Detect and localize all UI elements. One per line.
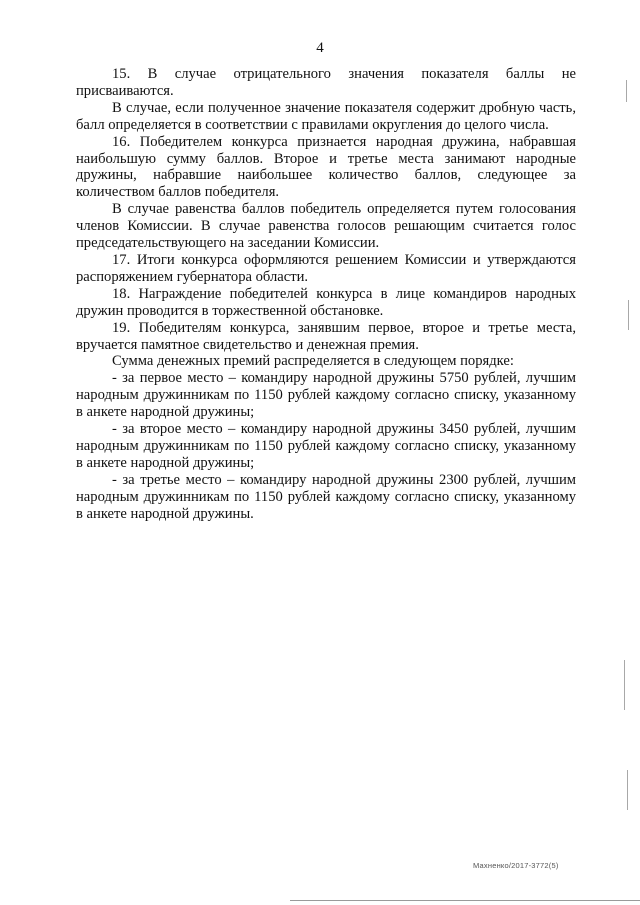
paragraph-rounding: В случае, если полученное значение показателя содержит дробную часть, балл определяется в соответствии с правилами округления до целого числа.: [76, 99, 576, 133]
document-stamp: Махненко/2017-3772(5): [473, 861, 559, 870]
paragraph-item-16: 16. Победителем конкурса признается народная дружина, набравшая наибольшую сумму баллов. Второе и третье места занимают народные дружины, набравшие наибольшее количество баллов, следующее за количеством баллов победителя.: [76, 133, 576, 201]
scan-edge-marks: [618, 0, 640, 905]
paragraph-tie-vote: В случае равенства баллов победитель определяется путем голосования членов Комиссии. В случае равенства голосов решающим считается голос председательствующего на заседании Комиссии.: [76, 201, 576, 252]
scan-mark: [627, 770, 628, 810]
paragraph-prize-intro: Сумма денежных премий распределяется в следующем порядке:: [112, 353, 514, 370]
bottom-divider: [290, 900, 640, 901]
scan-mark: [626, 80, 627, 102]
paragraph-first-place: - за первое место – командиру народной дружины 5750 рублей, лучшим народным дружинникам по 1150 рублей каждому согласно списку, указанному в анкете народной дружины;: [76, 370, 576, 421]
paragraph-third-place: - за третье место – командиру народной дружины 2300 рублей, лучшим народным дружинникам по 1150 рублей каждому согласно списку, указанному в анкете народной дружины.: [76, 471, 576, 522]
scan-mark: [628, 300, 629, 330]
document-body: [76, 66, 576, 522]
paragraph-item-17: 17. Итоги конкурса оформляются решением Комиссии и утверждаются распоряжением губернатора области.: [76, 251, 576, 285]
paragraph-item-19: 19. Победителям конкурса, занявшим первое, второе и третье места, вручается памятное свидетельство и денежная премия.: [76, 319, 576, 353]
paragraph-item-18: 18. Награждение победителей конкурса в лице командиров народных дружин проводится в торжественной обстановке.: [76, 285, 576, 319]
scan-mark: [624, 660, 625, 710]
paragraph-second-place: - за второе место – командиру народной дружины 3450 рублей, лучшим народным дружинникам по 1150 рублей каждому согласно списку, указанному в анкете народной дружины;: [76, 421, 576, 471]
page-number: 4: [316, 40, 324, 56]
paragraph-item-15: 15. В случае отрицательного значения показателя баллы не присваиваются.: [76, 66, 576, 99]
